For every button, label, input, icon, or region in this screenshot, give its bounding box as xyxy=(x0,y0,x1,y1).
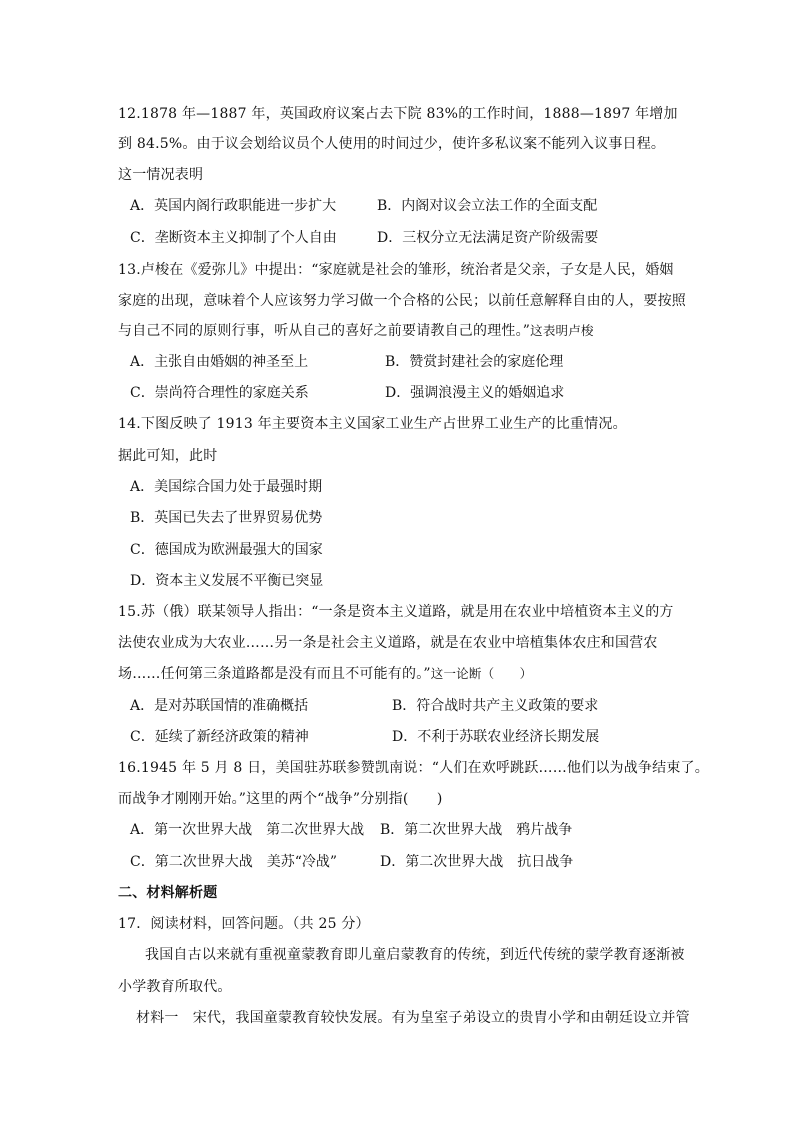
q13-line-3-main: 与自己不同的原则行事，听从自己的喜好之前要请教自己的理性。” xyxy=(118,323,531,339)
q15-option-a: A．是对苏联国情的准确概括 xyxy=(130,698,309,714)
q14-option-b: B．英国已失去了世界贸易优势 xyxy=(130,510,323,526)
material-1-line-1: 材料一 宋代，我国童蒙教育较快发展。有为皇室子弟设立的贵胄小学和由朝廷设立并管 xyxy=(136,1010,690,1026)
q13-line-2: 家庭的出现，意味着个人应该努力学习做一个合格的公民；以前任意解释自由的人，要按照 xyxy=(118,293,686,309)
section-heading: 二、材料解析题 xyxy=(118,885,218,901)
q13-option-b: B．赞赏封建社会的家庭伦理 xyxy=(385,354,564,370)
q15-option-d: D．不利于苏联农业经济长期发展 xyxy=(392,729,600,745)
q16-option-d: D．第二次世界大战 抗日战争 xyxy=(380,854,574,870)
q15-line-3-tail: 这一论断（ ） xyxy=(430,666,533,681)
q13-line-3-tail: 这表明卢梭 xyxy=(530,323,594,338)
intro-line-2: 小学教育所取代。 xyxy=(118,979,232,995)
q12-line-3: 这一情况表明 xyxy=(118,167,204,183)
q12-option-c: C．垄断资本主义抑制了个人自由 xyxy=(130,230,337,246)
q14-line-2: 据此可知，此时 xyxy=(118,448,218,464)
q15-line-3 xyxy=(118,664,532,684)
q15-line-2: 法使农业成为大农业……另一条是社会主义道路，就是在农业中培植集体农庄和国营农 xyxy=(118,635,658,651)
q12-option-d: D．三权分立无法满足资产阶级需要 xyxy=(377,230,599,246)
q12-line-2: 到 84.5%。由于议会划给议员个人使用的时间过少，使许多私议案不能列入议事日程。 xyxy=(118,136,666,152)
q14-option-c: C．德国成为欧洲最强大的国家 xyxy=(130,542,323,558)
q15-line-1: 15.苏（俄）联某领导人指出：“一条是资本主义道路，就是用在农业中培植资本主义的方 xyxy=(118,604,674,620)
q15-option-c: C．延续了新经济政策的精神 xyxy=(130,729,309,745)
q15-line-3-main: 场……任何第三条道路都是没有而且不可能有的。” xyxy=(118,666,431,682)
q13-line-3 xyxy=(118,321,594,341)
q16-line-1: 16.1945 年 5 月 8 日，美国驻苏联参赞凯南说：“人们在欢呼跳跃……他们以为战争结束了。 xyxy=(118,760,709,776)
q13-option-c: C．崇尚符合理性的家庭关系 xyxy=(130,385,309,401)
q12-option-a: A．英国内阁行政职能进一步扩大 xyxy=(130,198,337,214)
q12-line-1: 12.1878 年—1887 年，英国政府议案占去下院 83%的工作时间，1888—1897 年增加 xyxy=(118,106,678,122)
q14-line-1: 14.下图反映了 1913 年主要资本主义国家工业生产占世界工业生产的比重情况。 xyxy=(118,416,627,432)
q12-option-b: B．内阁对议会立法工作的全面支配 xyxy=(377,198,598,214)
q16-option-c: C．第二次世界大战 美苏“冷战” xyxy=(130,854,338,870)
q14-option-a: A．美国综合国力处于最强时期 xyxy=(130,479,323,495)
q14-option-d: D．资本主义发展不平衡已突显 xyxy=(130,573,324,589)
q13-option-a: A．主张自由婚姻的神圣至上 xyxy=(130,354,309,370)
q13-option-d: D．强调浪漫主义的婚姻追求 xyxy=(385,385,565,401)
q16-line-2: 而战争才刚刚开始。”这里的两个“战争”分别指( ) xyxy=(118,791,443,807)
intro-line-1: 我国自古以来就有重视童蒙教育即儿童启蒙教育的传统，到近代传统的蒙学教育逐渐被 xyxy=(145,947,685,963)
q17-prompt: 17．阅读材料，回答问题。（共 25 分） xyxy=(118,916,370,932)
q13-line-1: 13.卢梭在《爱弥儿》中提出：“家庭就是社会的雏形，统治者是父亲，子女是人民，婚姻 xyxy=(118,262,674,278)
q16-option-b: B．第二次世界大战 鸦片战争 xyxy=(380,822,573,838)
q16-option-a: A．第一次世界大战 第二次世界大战 xyxy=(130,822,365,838)
q15-option-b: B．符合战时共产主义政策的要求 xyxy=(392,698,599,714)
